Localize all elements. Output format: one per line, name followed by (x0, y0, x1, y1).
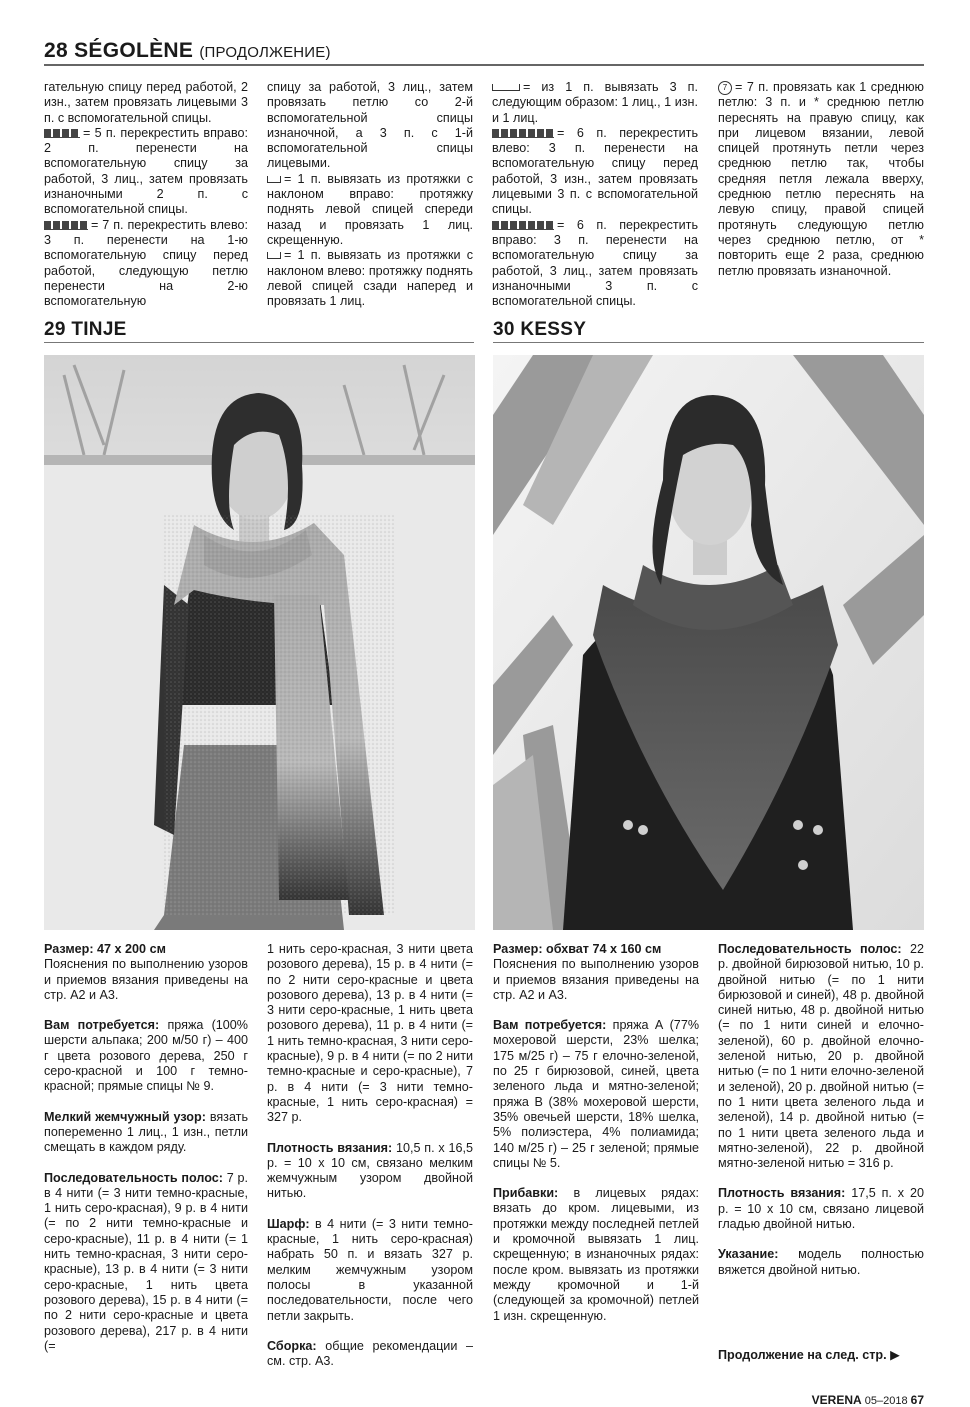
text-block: = 6 п. перекрестить влево: 3 п. перенести на вспомогательную спицу перед работой, 3 изн., затем провязать лицевыми 3 п. с вспомогательной спицы. (492, 125, 698, 217)
tinje-title: 29 TINJE (44, 319, 127, 340)
text-block: спицу за работой, 3 лиц., затем провязать петлю со 2-й вспомогательной спицы изнаночной, а 3 п. с 1-й вспомогательной спицы лицевыми. (267, 80, 473, 171)
density-text: Плотность вязания: 17,5 п. х 20 р. = 10 х 10 см, связано лицевой гладью двойной нитью. (718, 1186, 924, 1232)
top-column-2 (267, 80, 473, 309)
text-block: 7 = 7 п. провязать как 1 среднюю петлю: 3 п. и * среднюю петлю переснять на правую спицу, как при лицевом вязании, левой спицей протянуть петли через среднюю петлю так, чтобы средняя петля лежала вверху, среднюю петлю переснять на левую спицу, правой спицей протянуть следующую петлю через среднюю петлю, от * повторить еще 2 раза, среднюю петлю провязать изнаночной. (718, 80, 924, 278)
stripes-text: Последовательность полос: 7 р. в 4 нити (= 3 нити темно-красные, 1 нить серо-красная), 9 р. в 4 нити (= по 2 нити темно-красные и серо-красные), 11 р. в 4 нити (= 1 нить темно-красная, 3 нити серо-красные), 13 р. в 4 нити (= 3 нити серо-красные, 1 нить цвета розового дерева), 15 р. в 4 нити (= по 2 нити серо-красные и цвета розового дерева), 217 р. в 4 нити (= (44, 1170, 248, 1353)
kessy-column-2 (718, 942, 924, 1278)
scarf-text: Шарф: в 4 нити (= 3 нити темно-красные, 1 нить серо-красная) набрать 50 п. и вязать 327 р. мелким жемчужным узором полосы в указанной последовательности, после чего петли закрыть. (267, 1216, 473, 1323)
text-block: = 1 п. вывязать из протяжки с наклоном влево: протяжку поднять левой спицей сзади наперед и провязать 1 лиц. (267, 248, 473, 309)
materials-text: Вам потребуется: пряжа А (77% мохеровой шерсти, 23% шелка; 175 м/25 г) – 75 г елочно-зеленой, по 25 г бирюзовой, синей, цвета зеленого льда и мятно-зеленой; пряжа В (38% мохеровой шерсти, 35% овечьей шерсти, 18% шелка, 5% полиэстера, 4% полиамида; 140 м/25 г) – 25 г зеленой; прямые спицы № 5. (493, 1018, 700, 1170)
issue-date: 05–2018 (864, 1395, 908, 1407)
text-block: = из 1 п. вывязать 3 п. следующим образом: 1 лиц., 1 изн. и 1 лиц. (492, 80, 698, 125)
top-column-3 (492, 80, 698, 309)
increase-text: Прибавки: в лицевых рядах: вязать до кром. лицевыми, из протяжки между последней петлей и кромочной вывязать 1 лиц. скрещенную; в изнаночных рядах: после кром. вывязать из протяжки между кромочной и 1-й (следующей за кромочной) петлей 1 изн. скрещенную. (493, 1186, 699, 1323)
section-header (44, 38, 924, 66)
text-block: = 6 п. перекрестить вправо: 3 п. перенести на вспомогательную спицу за работой, 3 лиц., затем провязать изнаночными 3 п. с вспомогательной спицы. (492, 217, 698, 309)
text-block: = 5 п. перекрестить вправо: 2 п. перенести на вспомогательную спицу за работой, 3 лиц., затем провязать изнаночными 2 п. с вспомогательной спицы. (44, 125, 248, 217)
make-one-right-icon (267, 176, 281, 183)
kessy-title: 30 KESSY (493, 319, 587, 340)
tinje-rule (44, 342, 474, 343)
assembly-text: Сборка: общие рекомендации – см. стр. А3. (267, 1338, 473, 1369)
tinje-column-1 (44, 942, 248, 1354)
tinje-column-2 (267, 942, 473, 1369)
cable-6-left-icon (492, 129, 554, 138)
woman-with-long-scarf-icon (44, 355, 475, 930)
pattern-text: Мелкий жемчужный узор: вязать попеременно 1 лиц., 1 изн., петли смещать в каждом ряду. (44, 1109, 249, 1155)
top-column-4 (718, 80, 924, 279)
text-block: = 1 п. вывязать из протяжки с наклоном вправо: протяжку поднять левой спицей спереди назад и провязать 1 лиц. скрещенную. (267, 171, 473, 247)
stripes-text: Последовательность полос: 22 р. двойной бирюзовой нитью, 10 р. двойной нитью (= по 1 нити бирюзовой и синей), 48 р. двойной синей нитью, 48 р. двойной нитью (= по 1 нити синей и елочно-зеленой), 60 р. двойной елочно-зеленой нитью, 20 р. двойной нитью (= по 1 нити елочно-зеленой и зеленой), 20 р. двойной нитью (= по 1 нити цвета зеленого льда и зеленой), 14 р. двойной нитью (= по 1 нити цвета зеленого льда и мятно-зеленой), 22 р. двойной мятно-зеленой нитью = 316 р. (718, 942, 924, 1171)
brand-name: VERENA (811, 1393, 862, 1407)
cable-5-right-icon (44, 129, 80, 138)
stripes-continued-text: 1 нить серо-красная, 3 нити цвета розового дерева), 15 р. в 4 нити (= по 2 нити серо-красные и цвета розового дерева), 13 р. в 4 нити (= 3 нити серо-красные, 1 нить цвета розового дерева), 11 р. в 4 нити (= 1 нить темно-красная, 3 нити серо-красные), 9 р. в 4 нити (= по 2 нити темно-красные и серо-красные), 7 р. в 4 нити (= 3 нити темно-красные, 1 нить серо-красная) = 327 р. (267, 942, 473, 1125)
increase-3-icon (492, 84, 520, 91)
make-one-left-icon (267, 252, 281, 259)
kessy-photo (493, 355, 924, 930)
notes-text: Пояснения по выполнению узоров и приемов вязания приведены на стр. А2 и А3. (44, 957, 248, 1002)
kessy-rule (493, 342, 924, 343)
note-text: Указание: модель полностью вяжется двойной нитью. (718, 1247, 924, 1277)
page-subtitle: (ПРОДОЛЖЕНИЕ) (199, 44, 331, 61)
notes-text: Пояснения по выполнению узоров и приемов вязания приведены на стр. А2 и А3. (493, 957, 699, 1002)
top-column-1 (44, 80, 248, 309)
page-title: 28 SÉGOLÈNE (ПРОДОЛЖЕНИЕ) (44, 39, 331, 62)
cable-6-right-icon (492, 221, 554, 230)
materials-text: Вам потребуется: пряжа (100% шерсти альпака; 200 м/50 г) – 400 г цвета розового дерева, 250 г серо-красной и 100 г темно-красной; прямые спицы № 9. (44, 1018, 249, 1094)
kessy-column-1 (493, 942, 699, 1324)
continue-next-page: Продолжение на след. стр. ▶ (718, 1348, 900, 1362)
circled-seven-icon: 7 (718, 81, 732, 95)
page-number: 67 (910, 1393, 924, 1407)
page-footer (812, 1394, 924, 1407)
density-text: Плотность вязания: 10,5 п. х 16,5 р. = 10 х 10 см, связано мелким жемчужным узором двойной нитью. (267, 1140, 473, 1201)
woman-with-triangle-shawl-icon (493, 355, 924, 930)
text-block: гательную спицу перед работой, 2 изн., затем провязать лицевыми 3 п. с вспомогательной спицы. (44, 80, 248, 125)
size-heading: Размер: 47 х 200 см (44, 942, 166, 956)
cable-7-left-icon (44, 221, 88, 230)
size-heading: Размер: обхват 74 х 160 см (493, 942, 662, 956)
text-block: = 7 п. перекрестить влево: 3 п. перенести на 1-ю вспомогательную спицу перед работой, следующую петлю перенести на 2-ю вспомогательную (44, 217, 248, 309)
header-rule (44, 64, 924, 66)
tinje-photo (44, 355, 475, 930)
